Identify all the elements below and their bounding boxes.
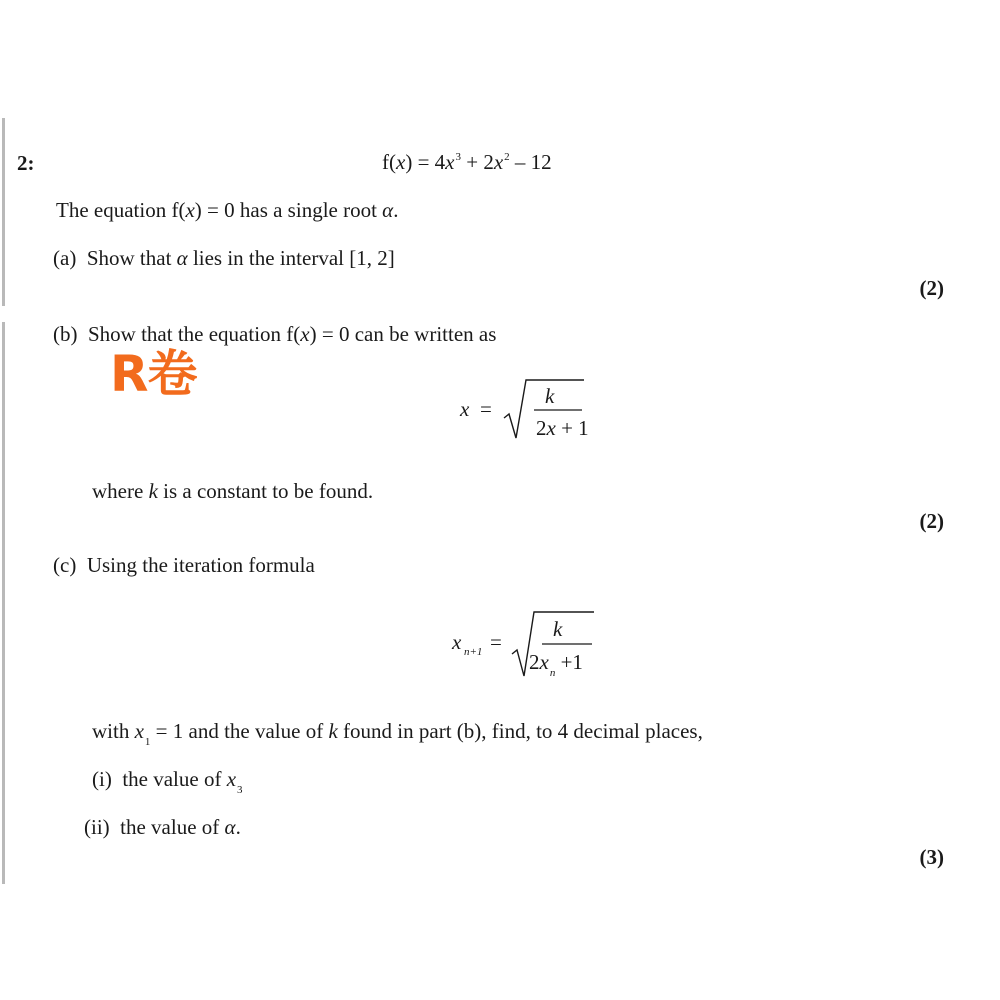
part-b-formula: x = k 2x + 1: [460, 378, 590, 442]
part-c-i: (i) the value of $x_3$: [92, 767, 243, 796]
question-intro: The equation f(x) = 0 has a single root α.: [56, 198, 399, 222]
part-c: (c) Using the iteration formula: [53, 553, 315, 577]
part-c-i-label: (i): [92, 767, 112, 791]
part-c-formula: x n+1 = k $2x_n +1$: [452, 610, 602, 680]
part-c-instructions: with $x_1 = 1$ and the value of k found in part (b), find, to 4 decimal places,: [92, 719, 703, 748]
part-b: (b) Show that the equation f(x) = 0 can be written as: [53, 322, 497, 346]
watermark-stamp: R卷: [110, 345, 197, 403]
margin-bar-bottom: [2, 322, 5, 884]
part-c-ii-label: (ii): [84, 815, 110, 839]
part-a-label: (a): [53, 246, 77, 270]
part-c-ii: (ii) the value of α.: [84, 815, 241, 839]
part-b-marks: (2): [919, 509, 944, 533]
part-c-marks: (3): [919, 845, 944, 869]
function-definition: $f(x) = 4x^3 + 2x^2 - 12$: [382, 150, 552, 174]
part-b-denominator: 2x + 1: [536, 416, 589, 440]
margin-bar-top: [2, 118, 5, 306]
part-a: (a) Show that α lies in the interval [1, 2]: [53, 246, 395, 270]
question-number: 2:: [17, 151, 35, 175]
part-a-marks: (2): [919, 276, 944, 300]
part-c-denominator: $2x_n +1$: [529, 650, 583, 679]
part-b-where: where k is a constant to be found.: [92, 479, 374, 503]
part-c-label: (c): [53, 553, 77, 577]
part-b-label: (b): [53, 322, 78, 346]
